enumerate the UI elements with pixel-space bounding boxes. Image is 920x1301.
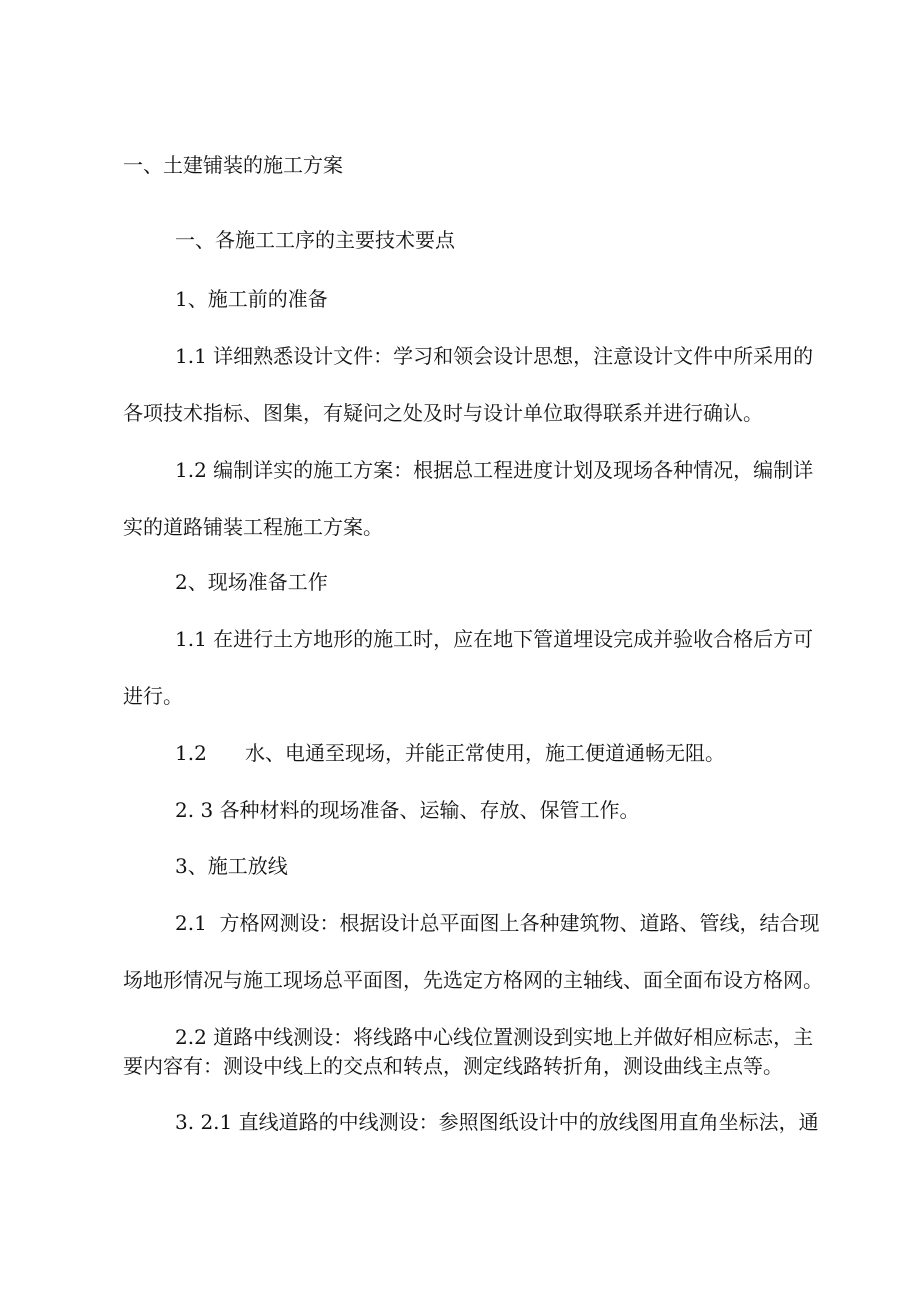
paragraph-line: 进行。 bbox=[123, 684, 183, 708]
paragraph-line: 1.2 水、电通至现场，并能正常使用，施工便道通畅无阻。 bbox=[175, 741, 725, 765]
paragraph-line: 2.1 方格网测设：根据设计总平面图上各种建筑物、道路、管线，结合现 bbox=[175, 911, 820, 935]
paragraph-line: 2、现场准备工作 bbox=[175, 570, 328, 594]
paragraph-line: 3、施工放线 bbox=[175, 854, 288, 878]
paragraph-line: 2. 3 各种材料的现场准备、运输、存放、保管工作。 bbox=[175, 798, 640, 822]
paragraph-line: 实的道路铺装工程施工方案。 bbox=[123, 515, 383, 539]
paragraph-line: 2.2 道路中线测设：将线路中心线位置测设到实地上并做好相应标志，主 bbox=[175, 1025, 814, 1049]
paragraph-line: 1.1 在进行土方地形的施工时，应在地下管道埋设完成并验收合格后方可 bbox=[175, 627, 814, 651]
paragraph-line: 要内容有：测设中线上的交点和转点，测定线路转折角，测设曲线主点等。 bbox=[123, 1054, 783, 1078]
section-heading: 一、各施工工序的主要技术要点 bbox=[175, 228, 455, 252]
paragraph-line: 各项技术指标、图集，有疑问之处及时与设计单位取得联系并进行确认。 bbox=[123, 401, 763, 425]
paragraph-line: 3. 2.1 直线道路的中线测设：参照图纸设计中的放线图用直角坐标法，通 bbox=[175, 1110, 819, 1134]
document-title: 一、土建铺装的施工方案 bbox=[123, 153, 343, 177]
paragraph-line: 场地形情况与施工现场总平面图，先选定方格网的主轴线、面全面布设方格网。 bbox=[123, 968, 823, 992]
paragraph-line: 1、施工前的准备 bbox=[175, 287, 328, 311]
paragraph-line: 1.2 编制详实的施工方案：根据总工程进度计划及现场各种情况，编制详 bbox=[175, 458, 814, 482]
paragraph-line: 1.1 详细熟悉设计文件：学习和领会设计思想，注意设计文件中所采用的 bbox=[175, 344, 814, 368]
